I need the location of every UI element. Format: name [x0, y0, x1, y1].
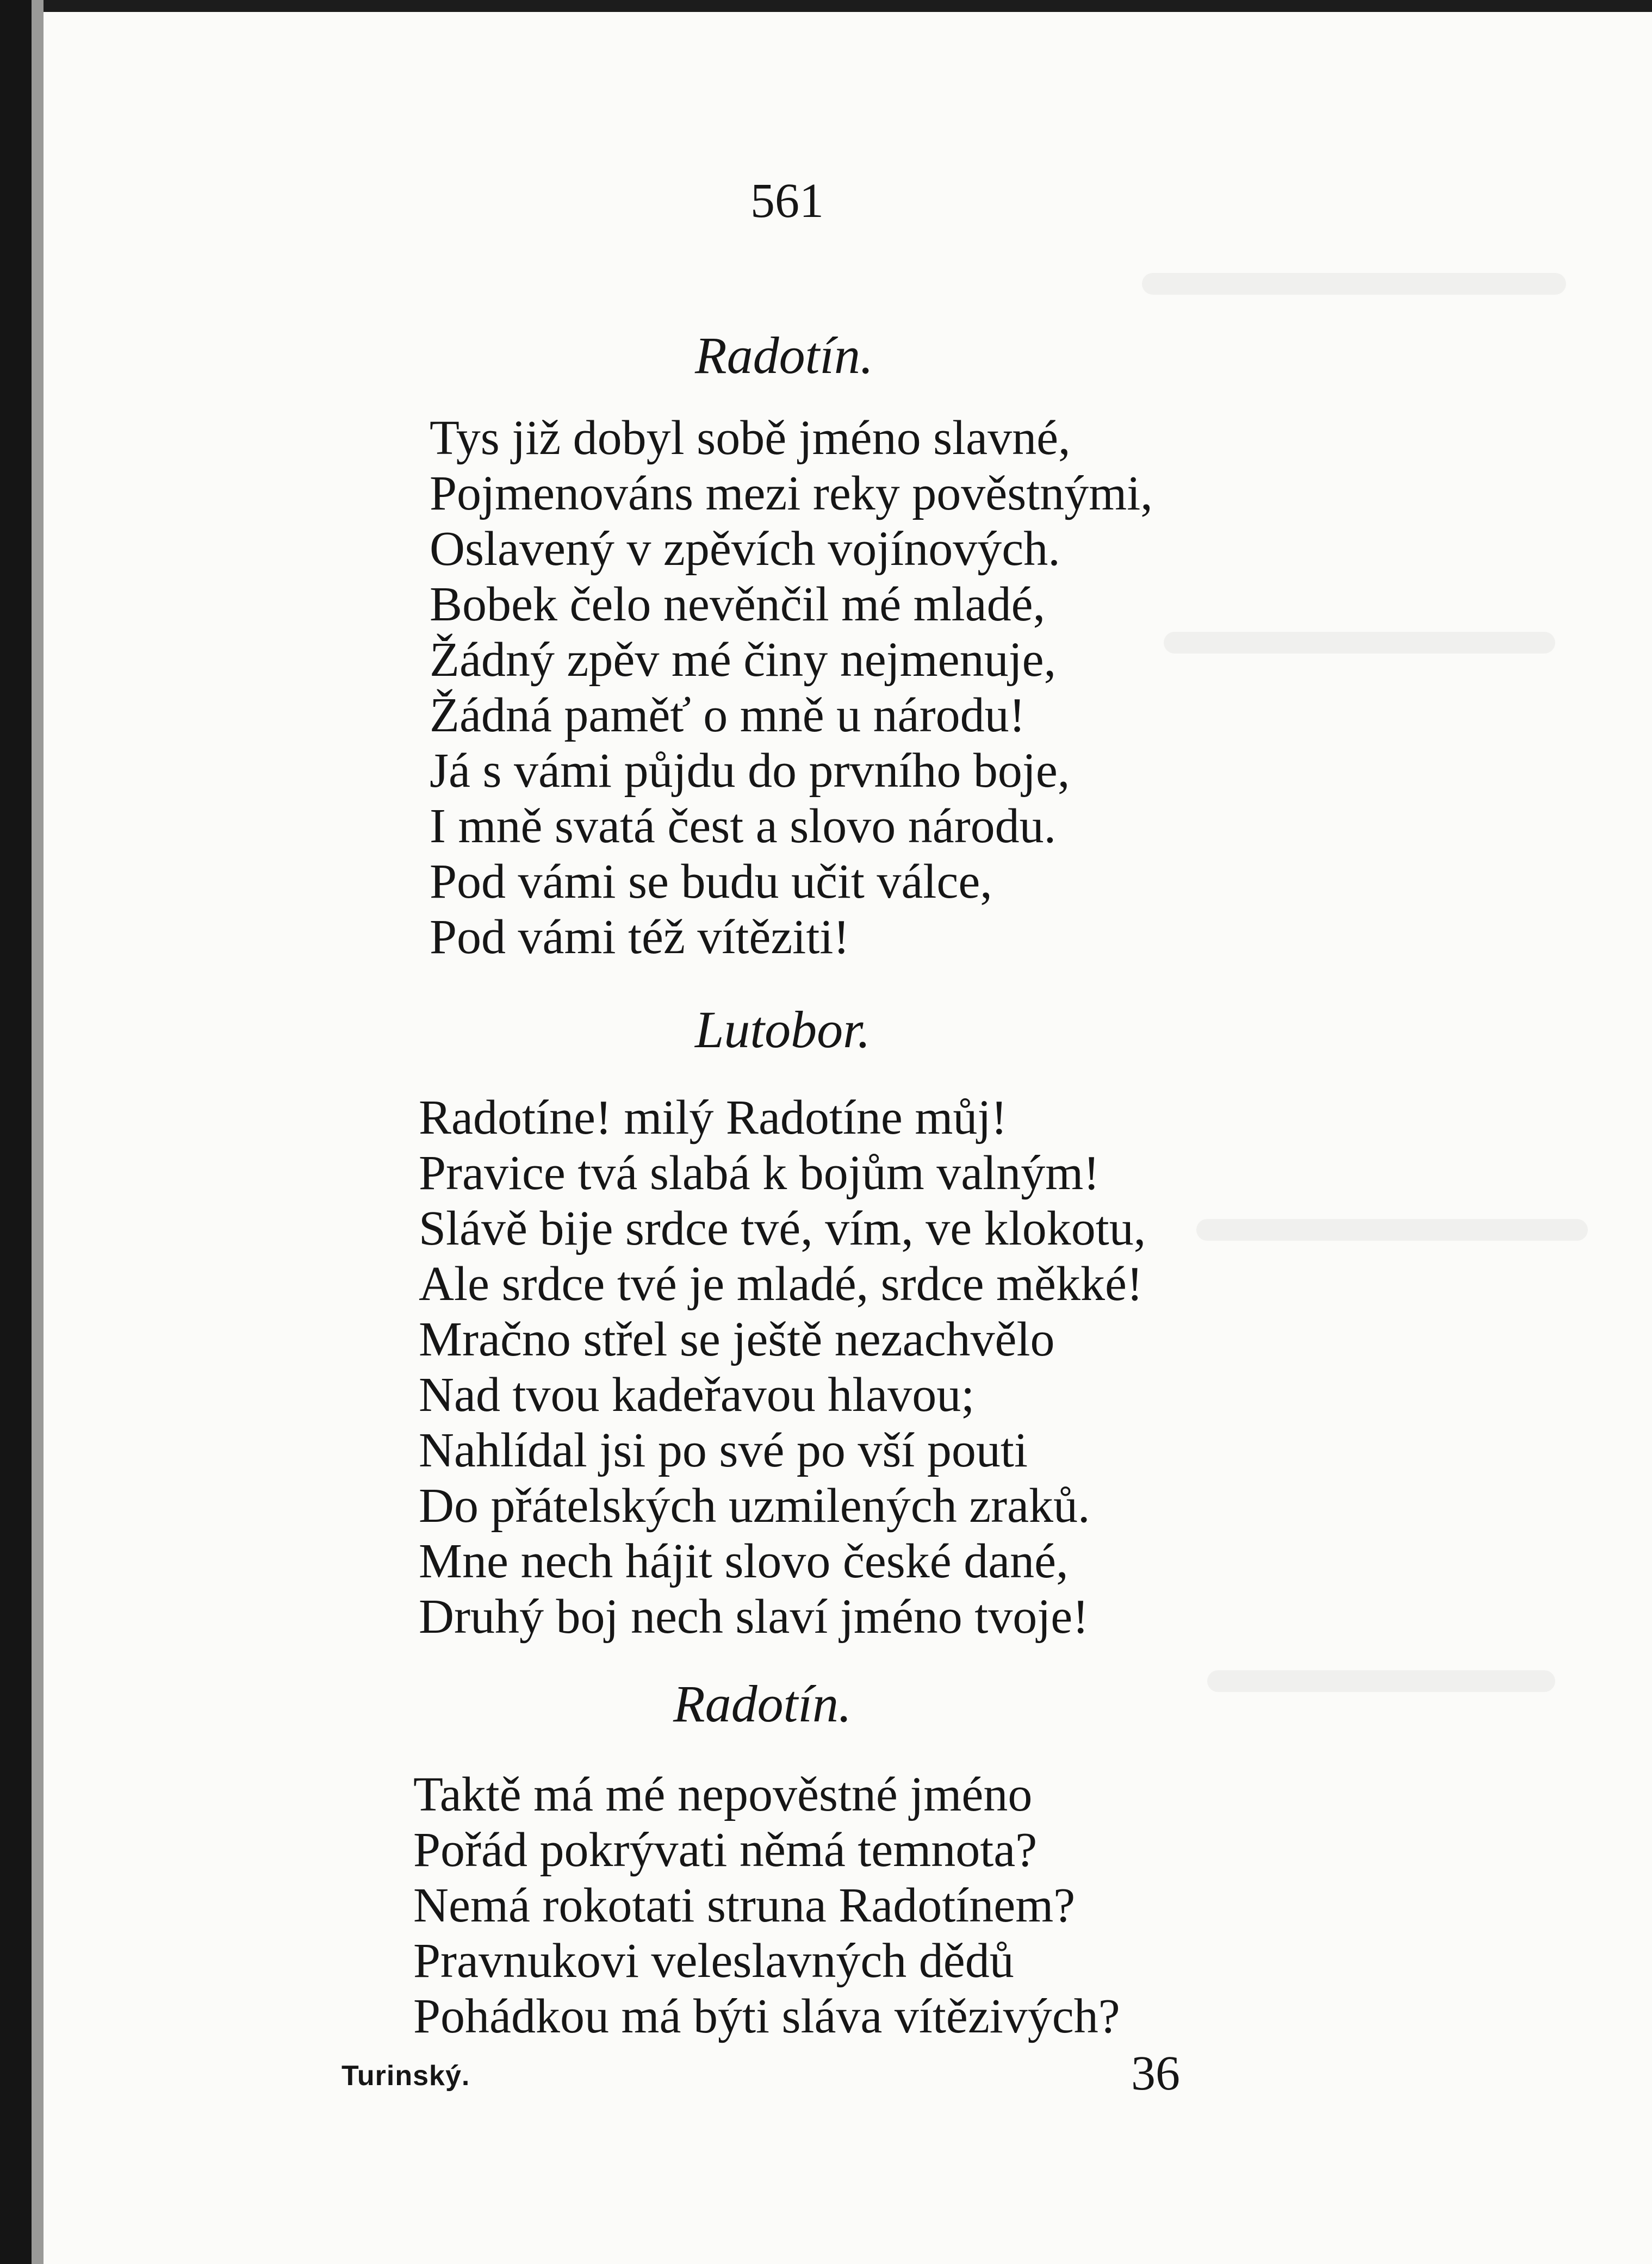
verse-line: Nahlídal jsi po své po vší pouti	[419, 1423, 1028, 1477]
verse-line: Radotíne! milý Radotíne můj!	[419, 1091, 1008, 1145]
verse-line: Slávě bije srdce tvé, vím, ve klokotu,	[419, 1202, 1146, 1255]
verse-line: Tys již dobyl sobě jméno slavné,	[430, 411, 1071, 465]
verse-line: Nad tvou kadeřavou hlavou;	[419, 1368, 975, 1422]
show-through-line	[1196, 1219, 1588, 1241]
show-through-line	[1164, 632, 1555, 654]
verse-line: Taktě má mé nepověstné jméno	[413, 1768, 1033, 1821]
scan-top-border	[0, 0, 1652, 12]
verse-line: Pohádkou má býti sláva vítězivých?	[413, 1989, 1120, 2043]
scan-left-border	[0, 0, 32, 2264]
stanza-radotin-2	[413, 1767, 1120, 2044]
verse-line: Nemá rokotati struna Radotínem?	[413, 1879, 1076, 1932]
verse-line: Mračno střel se ještě nezachvělo	[419, 1313, 1055, 1366]
stanza-lutobor	[419, 1090, 1146, 1645]
section-heading-radotin-2: Radotín.	[673, 1675, 852, 1733]
verse-line: Pravice tvá slabá k bojům valným!	[419, 1146, 1100, 1200]
stanza-radotin-1	[430, 410, 1153, 965]
verse-line: Žádný zpěv mé činy nejmenuje,	[430, 633, 1057, 687]
scan-left-shadow	[32, 0, 44, 2264]
show-through-line	[1142, 273, 1566, 295]
verse-line: Pořád pokrývati němá temnota?	[413, 1823, 1038, 1877]
verse-line: Mne nech hájit slovo české dané,	[419, 1534, 1069, 1588]
verse-line: Oslavený v zpěvích vojínových.	[430, 522, 1060, 576]
show-through-line	[1207, 1670, 1555, 1692]
verse-line: Pod vámi se budu učit válce,	[430, 855, 992, 909]
verse-line: Já s vámi půjdu do prvního boje,	[430, 744, 1070, 798]
verse-line: Bobek čelo nevěnčil mé mladé,	[430, 577, 1046, 631]
verse-line: Do přátelských uzmilených zraků.	[419, 1479, 1090, 1533]
page-number: 561	[750, 174, 824, 228]
footer-sheet-number: 36	[1131, 2047, 1180, 2100]
verse-line: Druhý boj nech slaví jméno tvoje!	[419, 1590, 1089, 1644]
verse-line: Pod vámi též vítěziti!	[430, 910, 850, 964]
verse-line: I mně svatá čest a slovo národu.	[430, 799, 1057, 853]
section-heading-lutobor: Lutobor.	[695, 1000, 871, 1059]
verse-line: Žádná paměť o mně u národu!	[430, 688, 1026, 742]
section-heading-radotin-1: Radotín.	[695, 326, 873, 384]
verse-line: Pojmenováns mezi reky pověstnými,	[430, 467, 1153, 520]
verse-line: Ale srdce tvé je mladé, srdce měkké!	[419, 1257, 1143, 1311]
footer-signature: Turinský.	[341, 2060, 470, 2092]
verse-line: Pravnukovi veleslavných dědů	[413, 1934, 1014, 1988]
